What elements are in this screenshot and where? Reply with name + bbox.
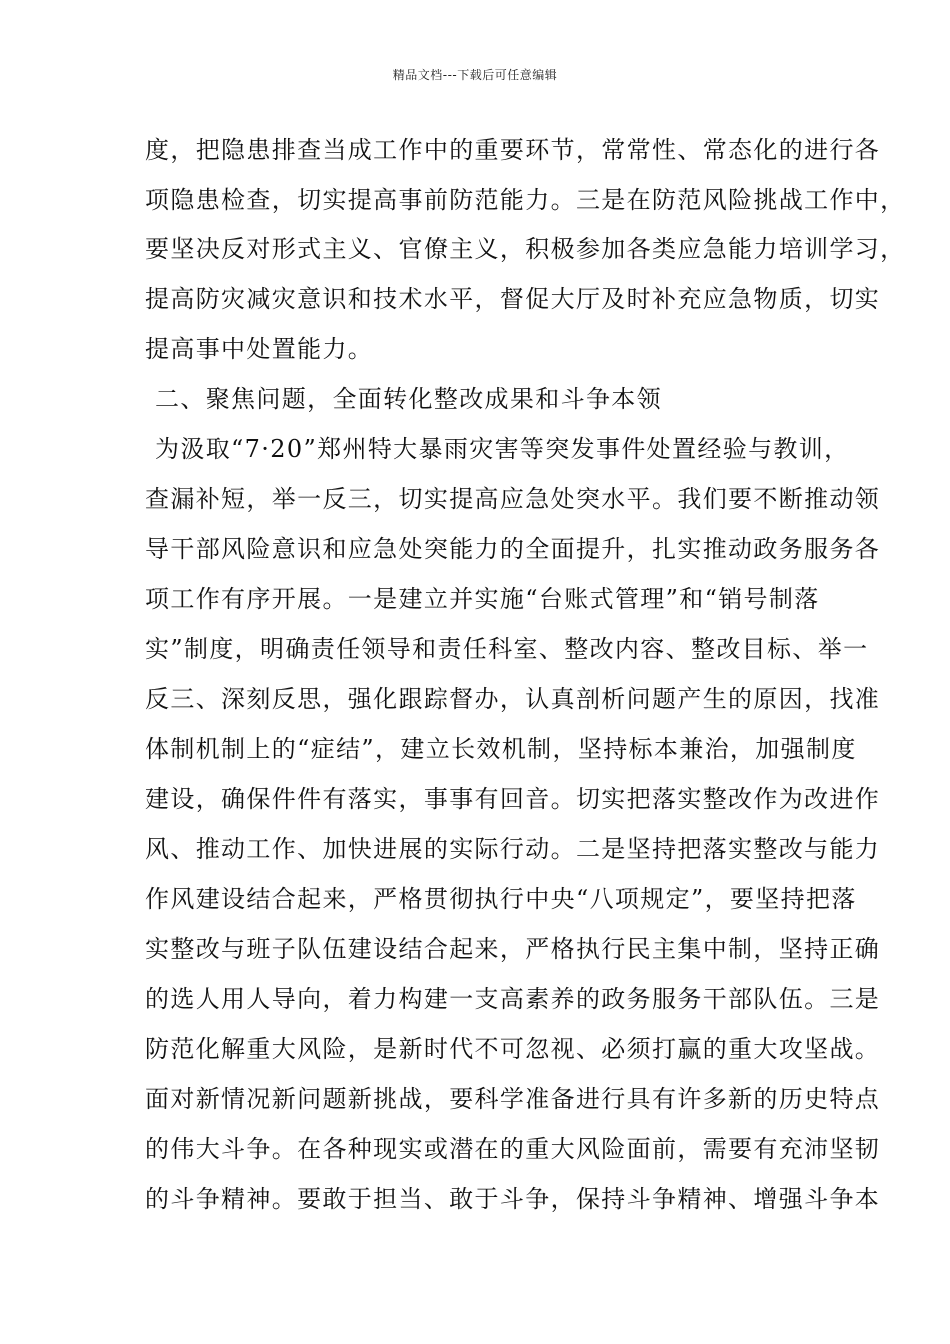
paragraph-line: 实”制度，明确责任领导和责任科室、整改内容、整改目标、举一: [145, 635, 869, 663]
paragraph-line: 度，把隐患排查当成工作中的重要环节，常常性、常态化的进行各: [145, 136, 881, 164]
paragraph-line: 的选人用人导向，着力构建一支高素养的政务服务干部队伍。三是: [145, 985, 881, 1013]
paragraph-line: 反三、深刻反思，强化跟踪督办，认真剖析问题产生的原因，找准: [145, 685, 881, 713]
paragraph-line: 为汲取“7·20”郑州特大暴雨灾害等突发事件处置经验与教训，: [155, 435, 850, 463]
paragraph-line: 要坚决反对形式主义、官僚主义，积极参加各类应急能力培训学习，: [145, 235, 906, 263]
paragraph-line: 导干部风险意识和应急处突能力的全面提升，扎实推动政务服务各: [145, 535, 881, 563]
page-header: 精品文档---下载后可任意编辑: [392, 68, 558, 82]
paragraph-line: 项工作有序开展。一是建立并实施“台账式管理”和“销号制落: [145, 585, 820, 613]
paragraph-line: 提高事中处置能力。: [145, 335, 374, 363]
paragraph-line: 体制机制上的“症结”，建立长效机制，坚持标本兼治，加强制度: [145, 735, 857, 763]
paragraph-line: 防范化解重大风险，是新时代不可忽视、必须打赢的重大攻坚战。: [145, 1035, 881, 1063]
paragraph-line: 建设，确保件件有落实，事事有回音。切实把落实整改作为改进作: [145, 785, 881, 813]
paragraph-line: 实整改与班子队伍建设结合起来，严格执行民主集中制，坚持正确: [145, 935, 881, 963]
paragraph-line: 查漏补短，举一反三，切实提高应急处突水平。我们要不断推动领: [145, 485, 881, 513]
paragraph-line: 项隐患检查，切实提高事前防范能力。三是在防范风险挑战工作中，: [145, 186, 906, 214]
paragraph-line: 提高防灾减灾意识和技术水平，督促大厅及时补充应急物质，切实: [145, 285, 881, 313]
paragraph-line: 风、推动工作、加快进展的实际行动。二是坚持把落实整改与能力: [145, 835, 881, 863]
section-heading: 二、聚焦问题，全面转化整改成果和斗争本领: [155, 385, 662, 413]
paragraph-line: 的斗争精神。要敢于担当、敢于斗争，保持斗争精神、增强斗争本: [145, 1185, 881, 1213]
paragraph-line: 的伟大斗争。在各种现实或潜在的重大风险面前，需要有充沛坚韧: [145, 1135, 881, 1163]
paragraph-line: 面对新情况新问题新挑战，要科学准备进行具有许多新的历史特点: [145, 1085, 881, 1113]
paragraph-line: 作风建设结合起来，严格贯彻执行中央“八项规定”，要坚持把落: [145, 885, 857, 913]
